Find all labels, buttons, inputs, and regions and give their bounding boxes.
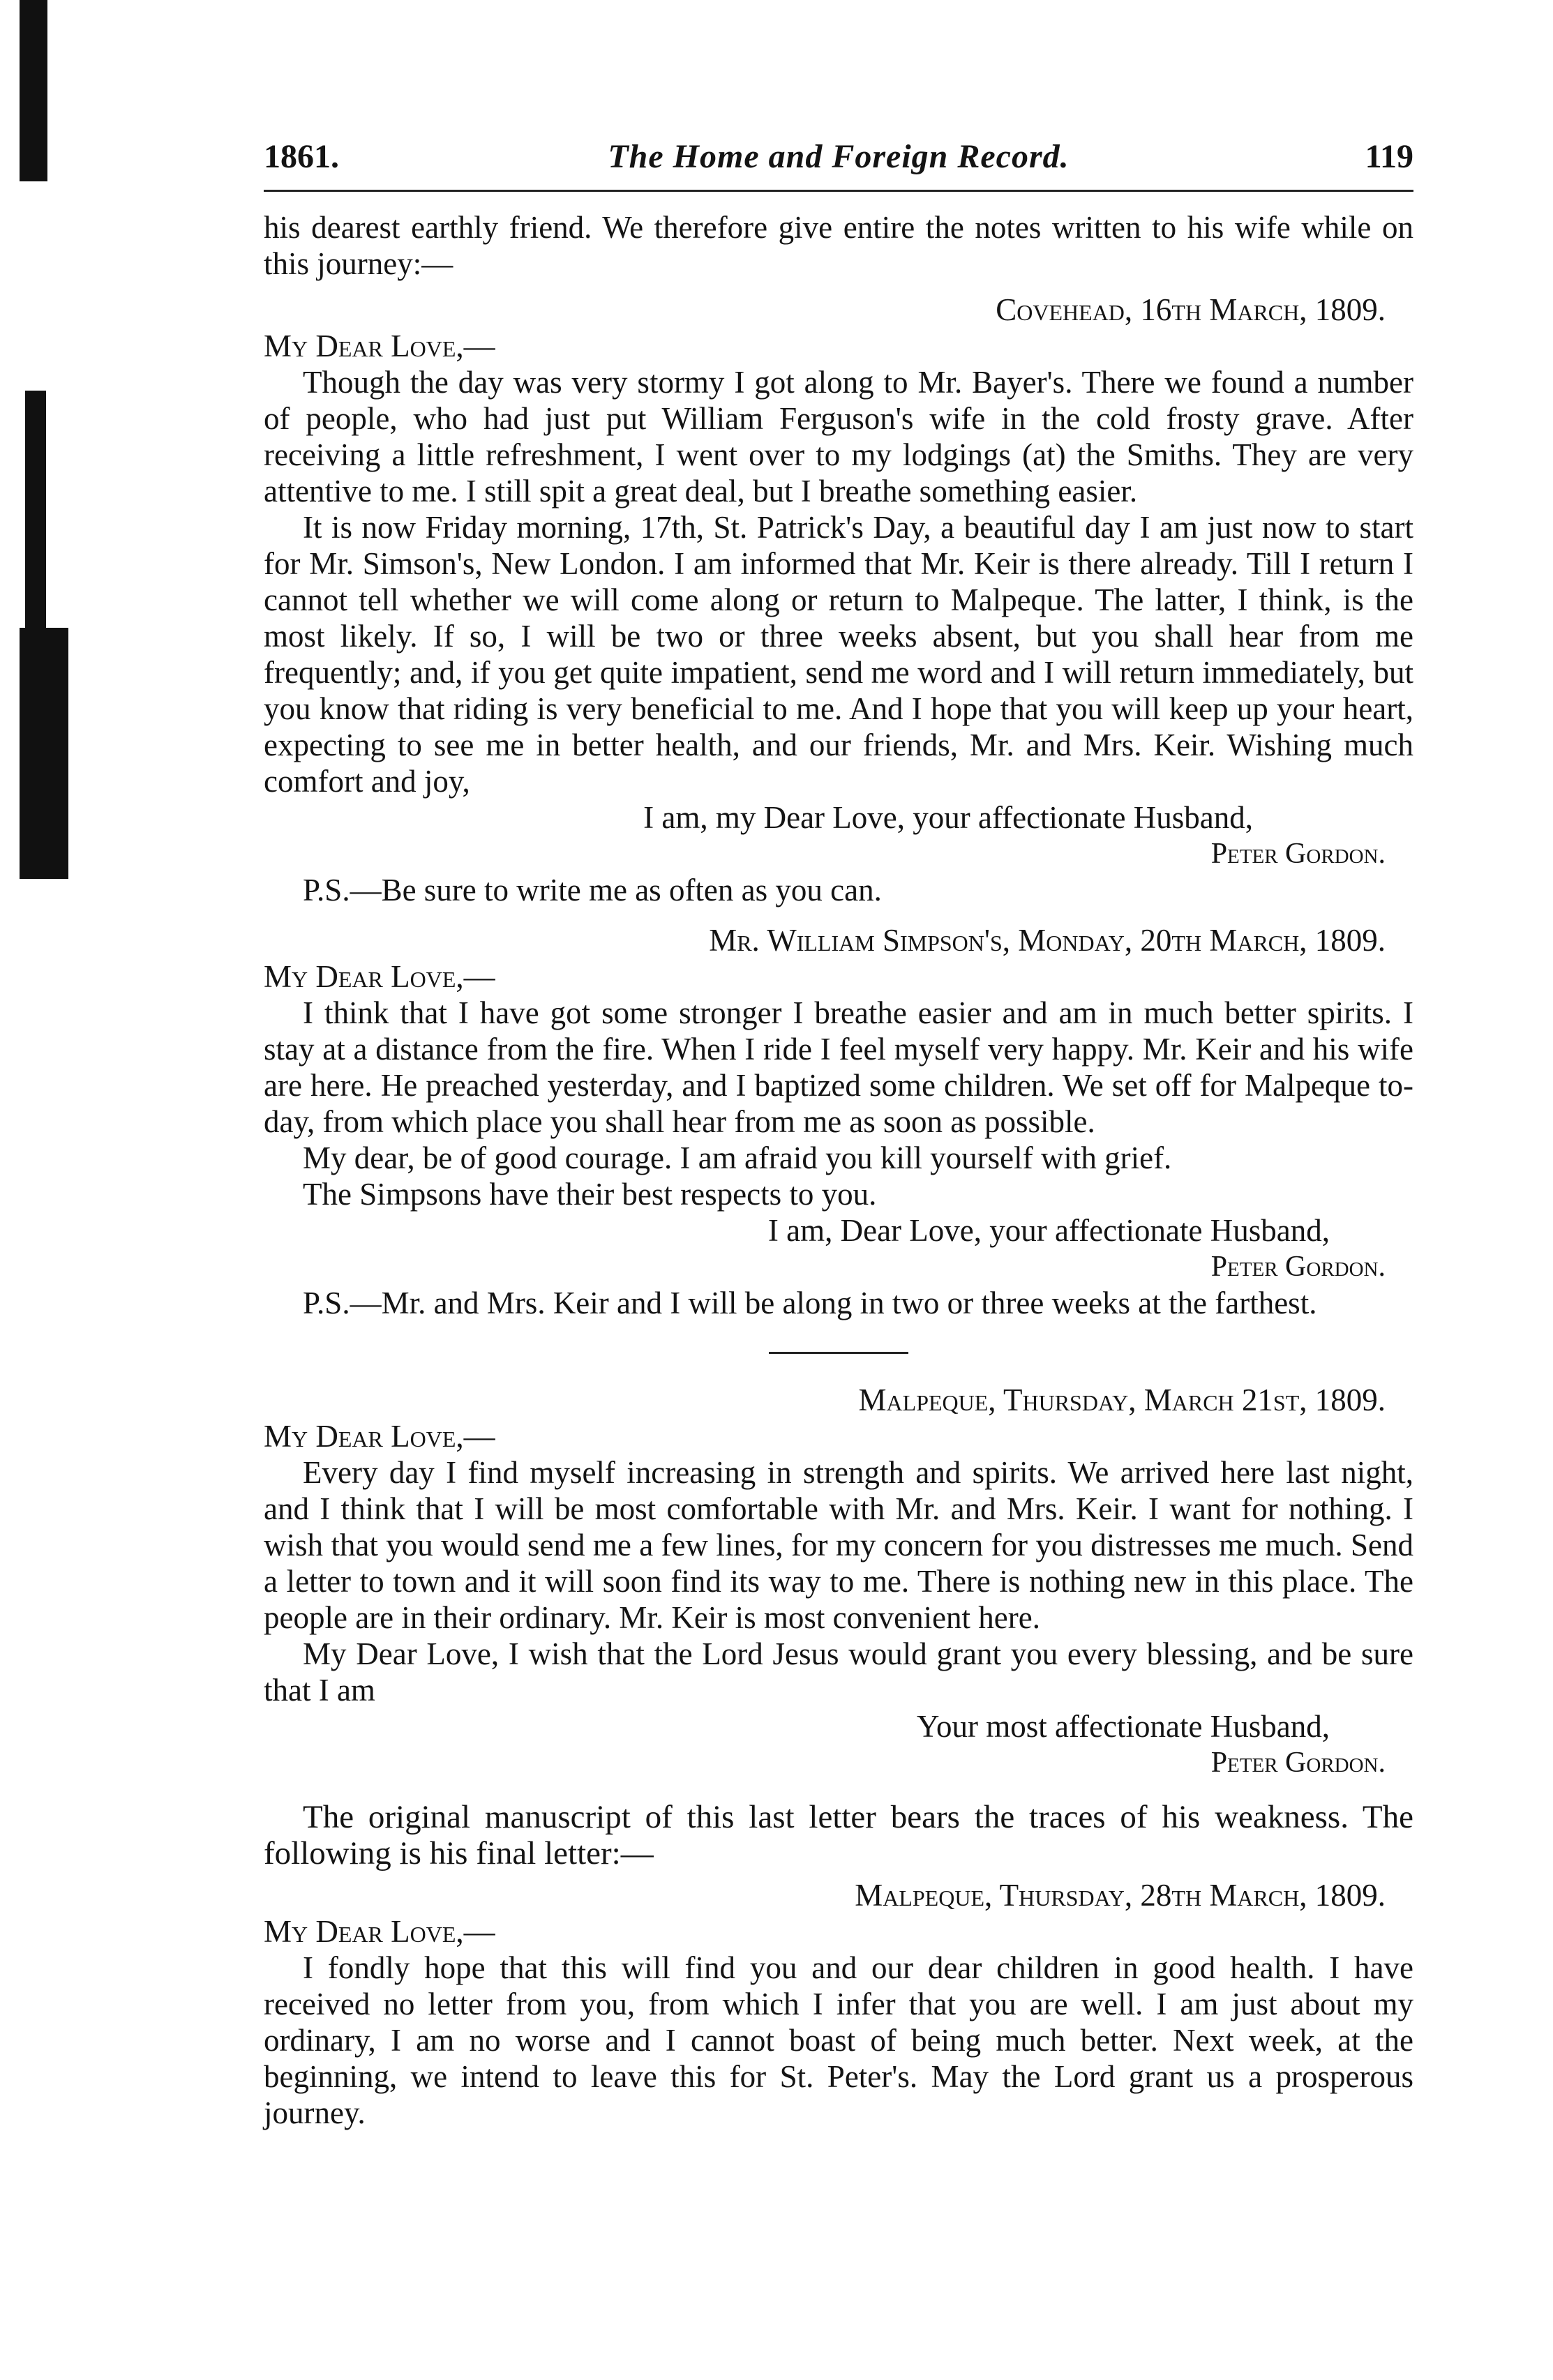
letter-salutation: My Dear Love,— bbox=[264, 1419, 495, 1454]
letter-2 bbox=[264, 922, 1413, 1321]
letter-dateline: Mr. William Simpson's, Monday, 20th March, 1809. bbox=[709, 923, 1386, 958]
journal-title: The Home and Foreign Record. bbox=[608, 138, 1070, 175]
intro-paragraph: his dearest earthly friend. We therefore give entire the notes written to his wife while on this journey:— bbox=[264, 210, 1413, 281]
letter-paragraph: The Simpsons have their best respects to you. bbox=[303, 1177, 877, 1212]
letter-paragraph: My Dear Love, I wish that the Lord Jesus would grant you every blessing, and be sure that I am bbox=[264, 1636, 1413, 1708]
page-number: 119 bbox=[1365, 138, 1413, 175]
letter-dateline: Malpeque, Thursday, 28th March, 1809. bbox=[855, 1878, 1386, 1913]
letter-postscript: P.S.—Mr. and Mrs. Keir and I will be along in two or three weeks at the farthest. bbox=[303, 1286, 1317, 1320]
body-column bbox=[264, 209, 1413, 2131]
final-letter bbox=[264, 1877, 1413, 2131]
scan-binding-edge bbox=[20, 628, 68, 879]
header-year: 1861. bbox=[264, 138, 339, 175]
letter-dateline: Malpeque, Thursday, March 21st, 1809. bbox=[858, 1383, 1386, 1417]
letter-paragraph: My dear, be of good courage. I am afraid you kill yourself with grief. bbox=[303, 1140, 1172, 1175]
header-rule bbox=[264, 190, 1413, 192]
letter-dateline: Covehead, 16th March, 1809. bbox=[996, 292, 1386, 327]
scan-binding-edge bbox=[20, 0, 47, 181]
letter-signature: Peter Gordon. bbox=[1210, 838, 1386, 870]
letter-3 bbox=[264, 1382, 1413, 1781]
letter-paragraph: Though the day was very stormy I got along to Mr. Bayer's. There we found a number of people, who had just put William Ferguson's wife in the cold frosty grave. After receiving a little refreshment, I went over to my lodgings (at) the Smiths. They are very attentive to me. I still spit a great deal, but I breathe something easier. bbox=[264, 365, 1413, 509]
letter-signature: Peter Gordon. bbox=[1210, 1747, 1386, 1779]
letter-signature: Peter Gordon. bbox=[1210, 1251, 1386, 1283]
letter-postscript: P.S.—Be sure to write me as often as you can. bbox=[303, 873, 882, 907]
letter-paragraph: It is now Friday morning, 17th, St. Patrick's Day, a beautiful day I am just now to start for Mr. Simson's, New London. I am informed that Mr. Keir is there already. Till I return I cannot tell whether we will come along or return to Malpeque. The latter, I think, is the most likely. If so, I will be two or three weeks absent, but you shall hear from me frequently; and, if you get quite impatient, send me word and I will return immediately, but you know that riding is very beneficial to me. And I hope that you will keep up your heart, expecting to see me in better health, and our friends, Mr. and Mrs. Keir. Wishing much comfort and joy, bbox=[264, 510, 1413, 799]
letter-closing: I am, my Dear Love, your affectionate Husband, bbox=[643, 800, 1253, 835]
letter-paragraph: I fondly hope that this will find you and our dear children in good health. I have received no letter from you, from which I infer that you are well. I am just about my ordinary, I am no worse and I cannot boast of being much better. Next week, at the beginning, we intend to leave this for St. Peter's. May the Lord grant us a prosperous journey. bbox=[264, 1950, 1413, 2130]
letter-closing: I am, Dear Love, your affectionate Husband, bbox=[767, 1213, 1330, 1248]
letter-salutation: My Dear Love,— bbox=[264, 1914, 495, 1949]
letter-paragraph: I think that I have got some stronger I breathe easier and am in much better spirits. I stay at a distance from the fire. When I ride I feel myself very happy. Mr. Keir and his wife are here. He preached yesterday, and I baptized some children. We set off for Malpeque to-day, from which place you shall hear from me as soon as possible. bbox=[264, 995, 1413, 1139]
letter-salutation: My Dear Love,— bbox=[264, 959, 495, 994]
letter-salutation: My Dear Love,— bbox=[264, 329, 495, 363]
letter-paragraph: Every day I find myself increasing in strength and spirits. We arrived here last night, and I think that I will be most comfortable with Mr. and Mrs. Keir. I want for nothing. I wish that you would send me a few lines, for my concern for you distresses me much. Send a letter to town and it will soon find its way to me. There is nothing new in this place. The people are in their ordinary. Mr. Keir is most convenient here. bbox=[264, 1455, 1413, 1635]
interlude-paragraph: The original manuscript of this last letter bears the traces of his weakness. The following is his final letter:— bbox=[264, 1799, 1413, 1871]
letter-1 bbox=[264, 292, 1413, 908]
section-divider bbox=[769, 1352, 908, 1354]
letter-closing: Your most affectionate Husband, bbox=[916, 1709, 1330, 1744]
running-header bbox=[264, 136, 1413, 178]
